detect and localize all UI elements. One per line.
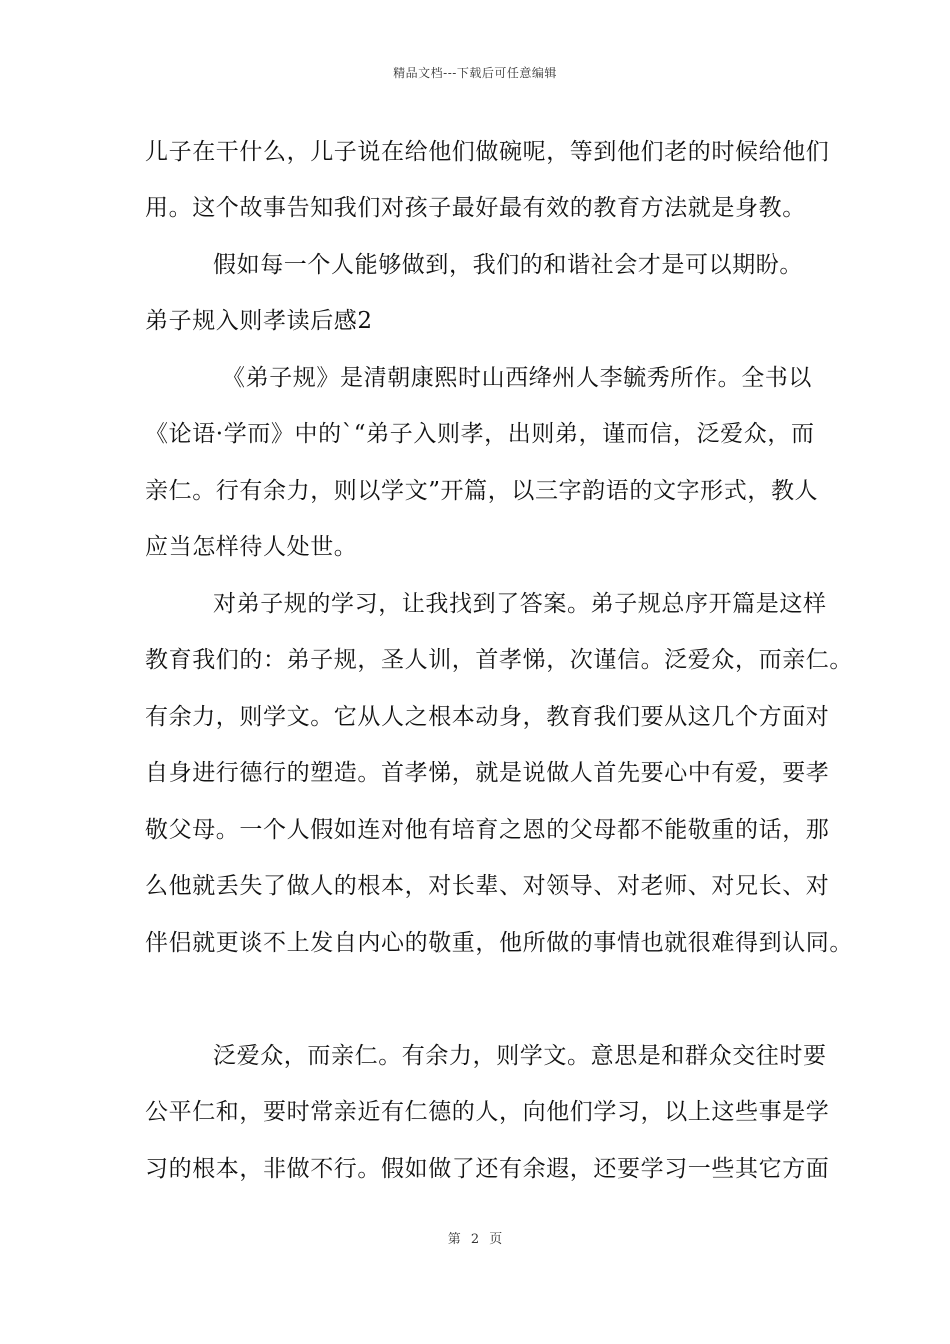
text-line: 泛爱众，而亲仁。有余力，则学文。意思是和群众交往时要	[213, 1043, 827, 1069]
text-line: 有余力，则学文。它从人之根本动身，教育我们要从这几个方面对	[145, 704, 830, 730]
page-number-suffix: 页	[489, 1232, 503, 1247]
text-line: 敬父母。一个人假如连对他有培育之恩的父母都不能敬重的话，那	[145, 817, 830, 843]
page-number: 2	[470, 1232, 480, 1247]
text-line: 公平仁和，要时常亲近有仁德的人，向他们学习，以上这些事是学	[145, 1099, 830, 1125]
text-line: 亲仁。行有余力，则以学文”开篇，以三字韵语的文字形式，教人	[145, 478, 819, 504]
text-line: 习的根本，非做不行。假如做了还有余遐，还要学习一些其它方面	[145, 1156, 830, 1182]
text-line: 自身进行德行的塑造。首孝悌，就是说做人首先要心中有爱，要孝	[145, 760, 830, 786]
page-footer	[0, 1228, 950, 1247]
text-line: 应当怎样待人处世。	[145, 534, 358, 560]
text-line: 用。这个故事告知我们对孩子最好最有效的教育方法就是身教。	[145, 195, 806, 221]
text-line: 对弟子规的学习，让我找到了答案。弟子规总序开篇是这样	[213, 591, 827, 617]
text-line: 伴侣就更谈不上发自内心的敬重，他所做的事情也就很难得到认同。	[145, 930, 853, 956]
text-line: 教育我们的：弟子规，圣人训，首孝悌，次谨信。泛爱众，而亲仁。	[145, 647, 853, 673]
text-line: 《弟子规》是清朝康熙时山西绛州人李毓秀所作。全书以	[222, 365, 812, 391]
page-header: 精品文档---下载后可任意编辑	[393, 66, 557, 80]
text-line: 《论语·学而》中的`“弟子入则孝，出则弟，谨而信，泛爱众，而	[145, 421, 815, 447]
text-line: 假如每一个人能够做到，我们的和谐社会才是可以期盼。	[213, 252, 803, 278]
text-line: 么他就丢失了做人的根本，对长辈、对领导、对老师、对兄长、对	[145, 873, 830, 899]
page-number-prefix: 第	[447, 1232, 461, 1247]
text-line: 儿子在干什么，儿子说在给他们做碗呢，等到他们老的时候给他们	[145, 139, 830, 165]
section-title: 弟子规入则孝读后感2	[145, 308, 373, 334]
